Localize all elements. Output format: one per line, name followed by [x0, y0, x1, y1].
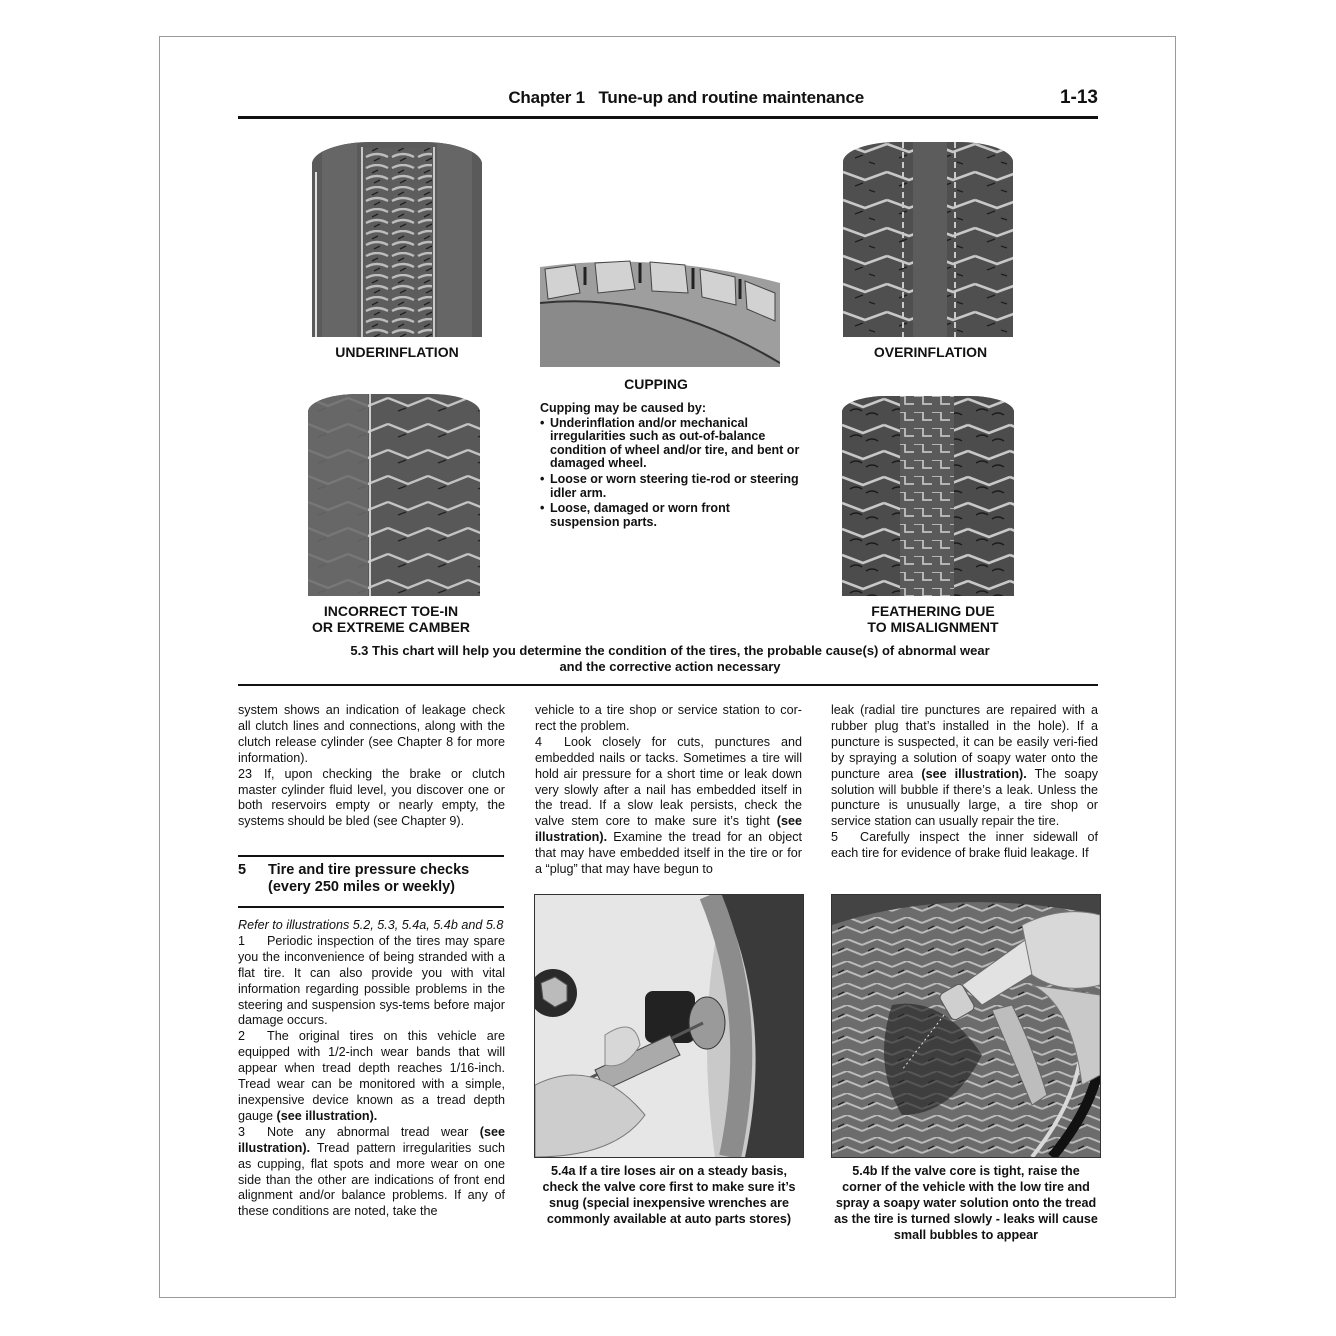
see-illustration-link[interactable]: (see illustration).	[238, 1124, 505, 1155]
tire-tread-feathering-photo	[842, 396, 1014, 596]
paragraph-2: 2 The original tires on this vehicle are equipped with 1/2-inch wear bands that will appear when tread depth reaches 1/16-inch. Tread wear can be monitored with a simple, inexpensive device known as a tread depth gauge (see illustration).	[238, 1029, 505, 1123]
underinflation-label: UNDERINFLATION	[335, 344, 459, 360]
text-column-2	[535, 703, 802, 878]
see-illustration-link[interactable]: (see illustration).	[535, 814, 802, 845]
overinflation-label: OVERINFLATION	[873, 344, 988, 360]
figure-5-3-caption: 5.3 This chart will help you determine the condition of the tires, the probable cause(s) of abnormal wear and the corrective action necessary	[350, 643, 990, 674]
paragraph-4: 4 Look closely for cuts, punctures and embedded nails or tacks. Sometimes a tire will hold air pressure for a short time or leak down very slowly after a nail has embedded itself in the tread. If a slow leak persists, check the valve stem core to make sure it’s tight (see illustration). Examine the tread for an object that may have embedded itself in the tire or for a “plug” that may have begun to	[535, 734, 802, 877]
bullet-icon: •	[540, 501, 545, 516]
refer-to-illustrations: Refer to illustrations 5.2, 5.3, 5.4a, 5.4b and 5.8	[238, 918, 504, 932]
cupping-causes-note	[540, 402, 800, 529]
bullet-icon: •	[540, 471, 545, 486]
cupping-cause-item: • Loose or worn steering tie-rod or steering idler arm.	[540, 471, 799, 500]
text-column-1-top	[238, 703, 505, 830]
tire-tread-toe-in-photo	[308, 394, 480, 596]
section-heading-bottom-rule	[238, 906, 504, 908]
see-illustration-link[interactable]: (see illustration).	[276, 1108, 378, 1123]
section-divider-rule	[238, 684, 1098, 686]
paragraph: leak (radial tire punctures are repaired with a rubber plug that’s installed in the hole). If a puncture is suspected, it can be easily veri-fied by spraying a solution of soapy water onto the puncture area (see illustration). The soapy solution will bubble if there’s a leak. Unless the puncture is unusually large, a tire shop or service station can usually repair the tire.	[831, 703, 1098, 829]
tire-cupping-photo	[540, 253, 780, 367]
header-rule	[238, 116, 1098, 119]
paragraph: system shows an indication of leakage check all clutch lines and connections, along with the clutch release cylinder (see Chapter 8 for more information).	[238, 703, 505, 765]
tire-tread-underinflation-photo	[312, 142, 482, 337]
cupping-note-heading: Cupping may be caused by:	[540, 401, 707, 415]
running-header	[238, 88, 1098, 114]
soapy-water-spray-photo	[831, 894, 1101, 1158]
cupping-label: CUPPING	[624, 376, 688, 392]
section-5-heading: 5 Tire and tire pressure checks (every 250 miles or weekly)	[238, 862, 470, 895]
paragraph-1: 1 Periodic inspection of the tires may spare you the inconvenience of being stranded with a flat tire. It can also provide you with vital information regarding possible problems in the steering and suspension sys-tems before major damage occurs.	[238, 933, 505, 1028]
paragraph-3: 3 Note any abnormal tread wear (see illustration). Tread pattern irregularities such as cupping, flat spots and more wear on one side than the other are indications of front end alignment and/or balance problems. If any of these conditions are noted, take the	[238, 1124, 505, 1219]
valve-core-wrench-photo	[534, 894, 804, 1158]
chapter-title: Chapter 1 Tune-up and routine maintenance	[508, 88, 864, 107]
section-heading-top-rule	[238, 855, 504, 857]
see-illustration-link[interactable]: (see illustration).	[921, 766, 1027, 781]
cupping-cause-item: • Loose, damaged or worn front suspension parts.	[540, 501, 730, 529]
feathering-label: FEATHERING DUE TO MISALIGNMENT	[867, 603, 999, 635]
paragraph-23: 23 If, upon checking the brake or clutch master cylinder fluid level, you discover one or both reservoirs empty or nearly empty, the systems should be bled (see Chapter 9).	[238, 766, 505, 829]
photo-5-4a-caption: 5.4a If a tire loses air on a steady basis, check the valve core first to make sure it’s snug (special inexpensive wrenches are commonly available at auto parts stores)	[542, 1164, 796, 1226]
section-number: 5	[238, 862, 247, 878]
paragraph: vehicle to a tire shop or service station to cor-rect the problem.	[535, 703, 802, 733]
page-number: 1-13	[1059, 87, 1098, 108]
tire-tread-overinflation-photo	[843, 142, 1013, 337]
cupping-cause-item: • Underinflation and/or mechanical irregularities such as out-of-balance condition of wheel and/or tire, and bent or damaged wheel.	[540, 415, 800, 471]
toe-in-camber-label: INCORRECT TOE-IN OR EXTREME CAMBER	[312, 603, 470, 635]
bullet-icon: •	[540, 415, 545, 430]
paragraph-5: 5 Carefully inspect the inner sidewall of each tire for evidence of brake fluid leakage. If	[831, 830, 1098, 861]
text-column-3	[831, 703, 1098, 862]
text-column-1-body	[238, 918, 505, 1220]
photo-5-4b-caption: 5.4b If the valve core is tight, raise the corner of the vehicle with the low tire and spray a soapy water solution onto the tread as the tire is turned slowly - leaks will cause small bubbles to appear	[834, 1164, 1098, 1242]
